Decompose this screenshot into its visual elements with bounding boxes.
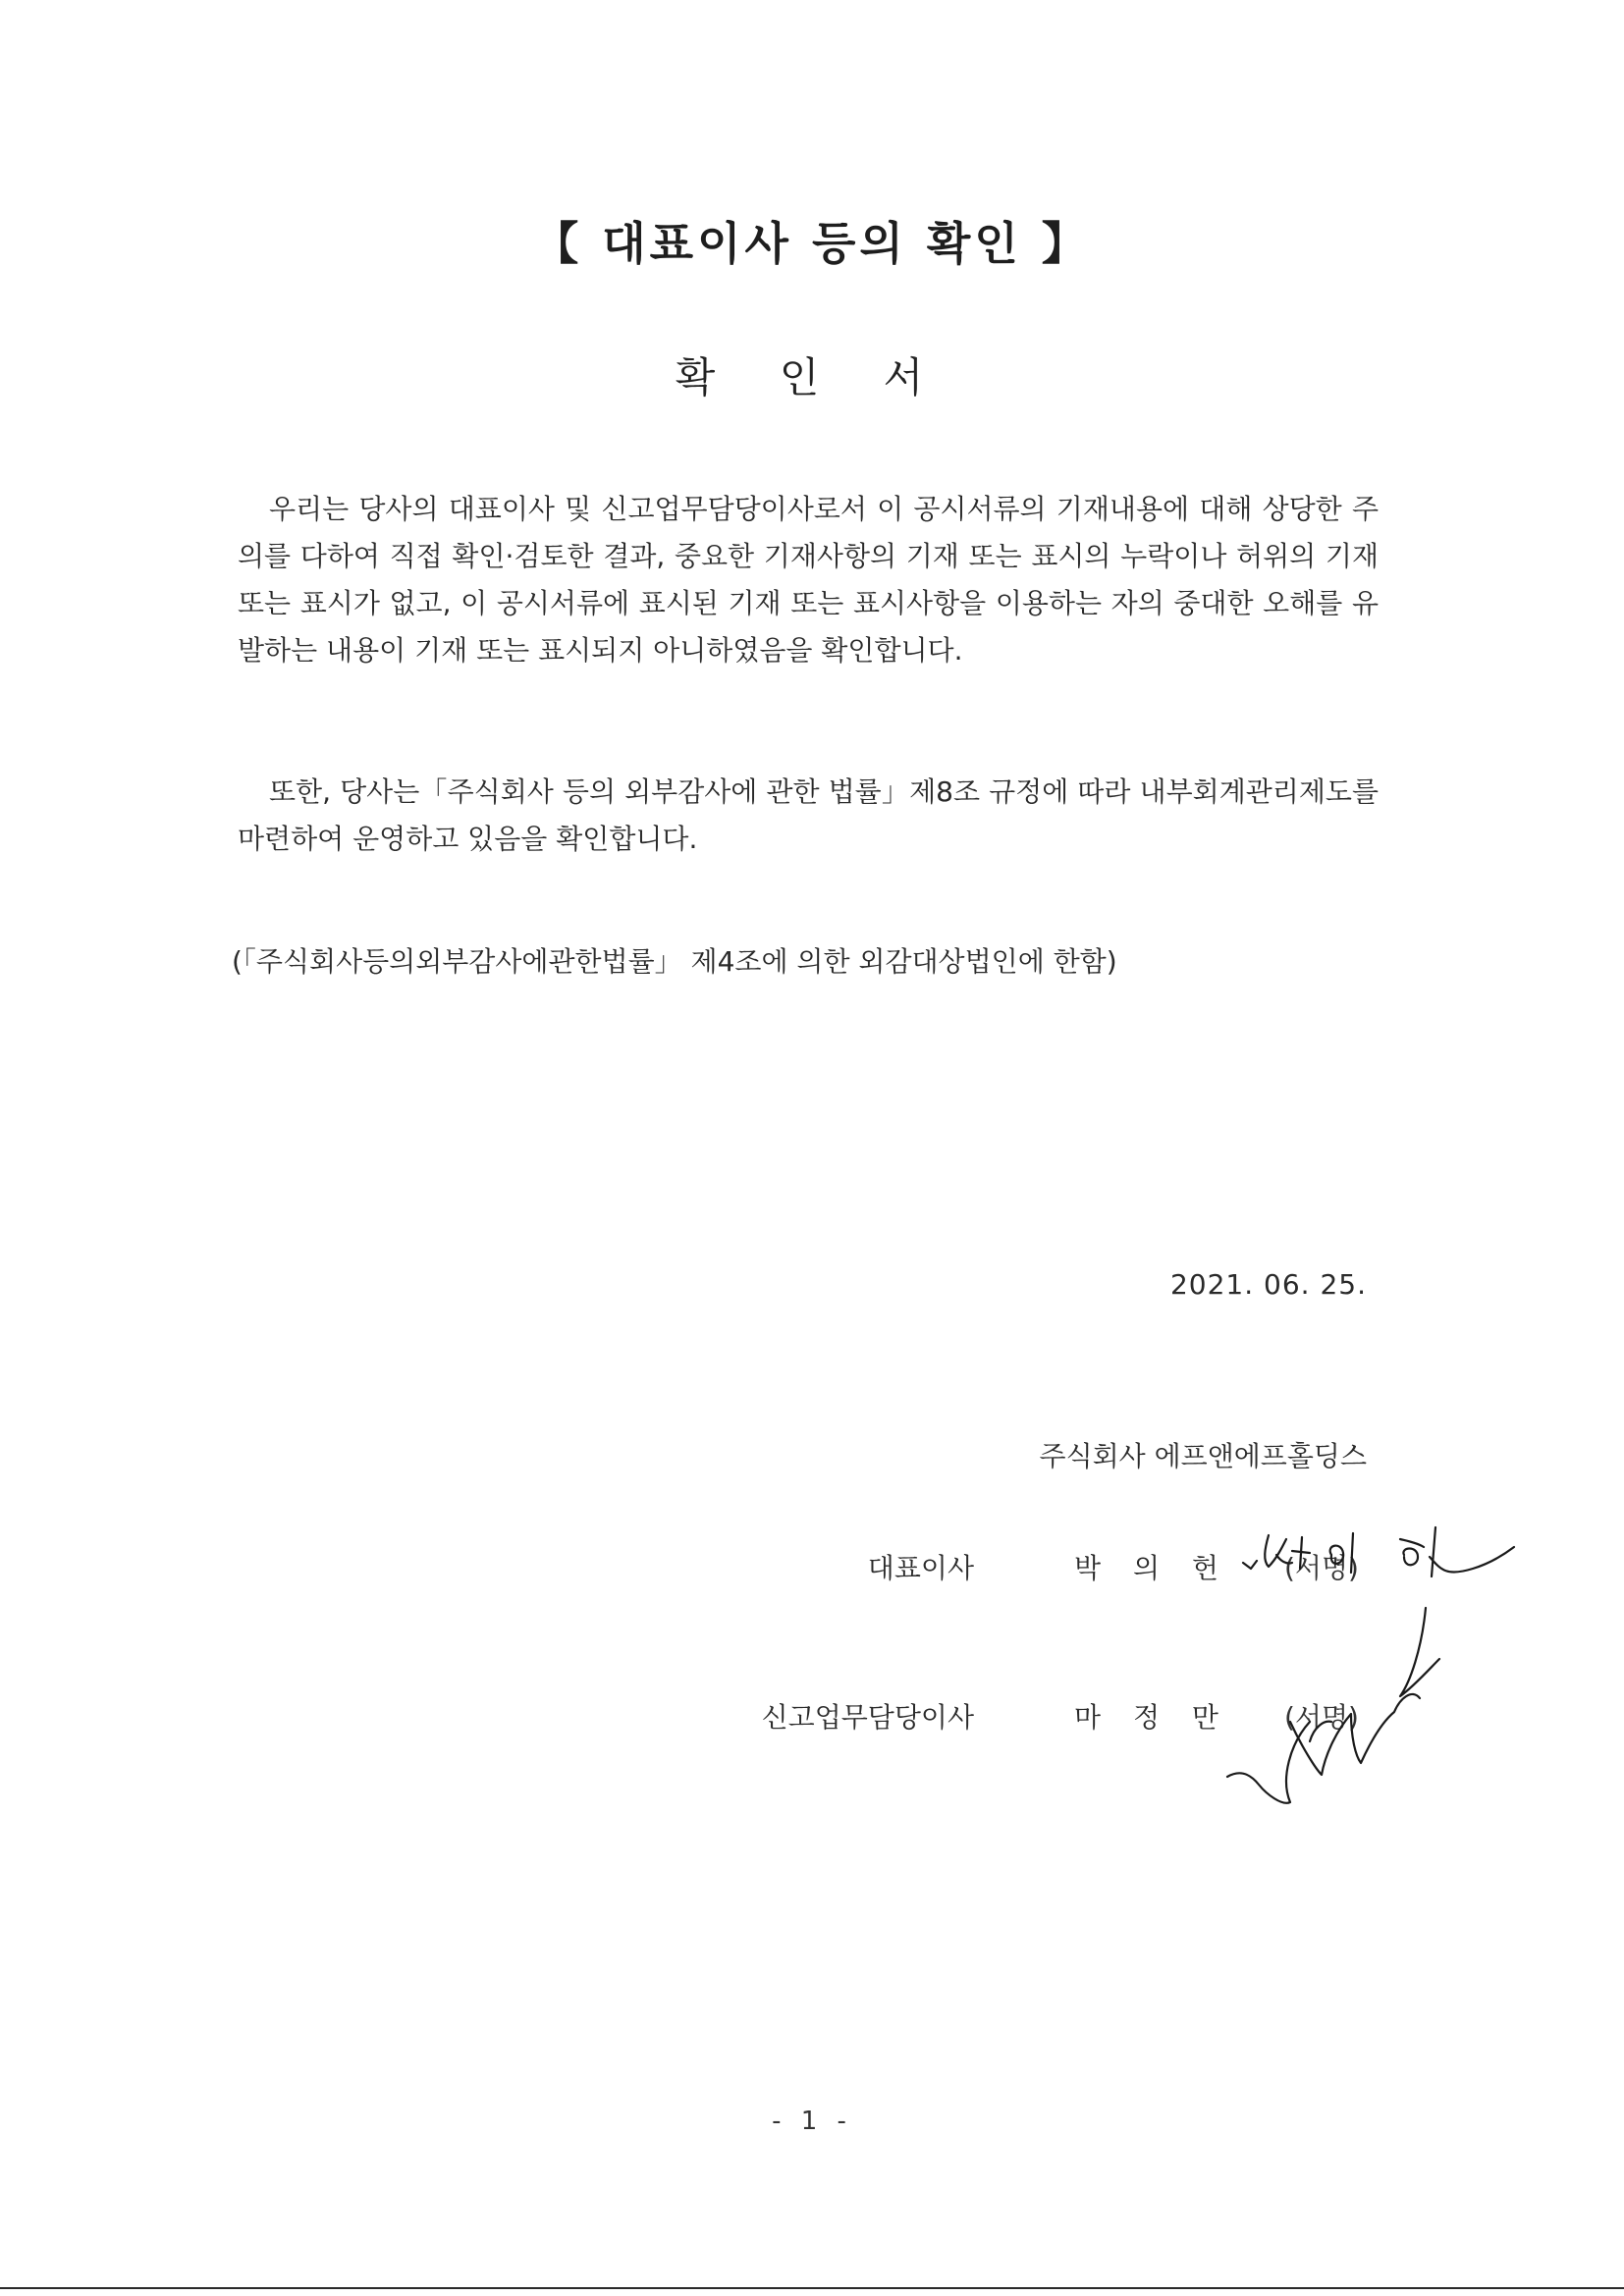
disclosure-officer-name: 마 정 만 bbox=[1074, 1701, 1230, 1734]
disclosure-officer-signature-mark: (서명) bbox=[1284, 1701, 1359, 1734]
main-title: 【 대표이사 등의 확인 】 bbox=[533, 217, 1091, 270]
disclosure-officer-role-label: 신고업무담당이사 bbox=[761, 1701, 974, 1734]
document-date: 2021. 06. 25. bbox=[1169, 1268, 1367, 1301]
signature-stroke bbox=[1400, 1527, 1514, 1576]
company-name: 주식회사 에프앤에프홀딩스 bbox=[1039, 1440, 1367, 1472]
signature-stroke bbox=[1330, 1533, 1353, 1573]
signature-stroke bbox=[1290, 1694, 1420, 1775]
applicability-note: (「주식회사등의외부감사에관한법률」 제4조에 의한 외감대상법인에 한함) bbox=[232, 945, 1117, 978]
handwritten-signatures bbox=[1208, 1512, 1542, 1836]
signature-stroke bbox=[1265, 1535, 1292, 1567]
signature-stroke bbox=[1243, 1561, 1257, 1569]
confirmation-paragraph: 우리는 당사의 대표이사 및 신고업무담당이사로서 이 공시서류의 기재내용에 대해 상당한 주의를 다하여 직접 확인·검토한 결과, 중요한 기재사항의 기재 또는 표시의 누락이나 허위의 기재 또는 표시가 없고, 이 공시서류에 표시된 기재 또는 표시사항을 이용하는 자의 중대한 오해를 유발하는 내용이 기재 또는 표시되지 아니하였음을 확인합니다. bbox=[238, 493, 1379, 667]
document-title: 확 인 서 bbox=[675, 353, 949, 401]
signature-stroke bbox=[1292, 1537, 1310, 1569]
page-number: - 1 - bbox=[772, 2107, 852, 2136]
ceo-name: 박 의 헌 bbox=[1074, 1552, 1230, 1584]
ceo-signature-mark: (서명) bbox=[1284, 1552, 1359, 1584]
signature-stroke bbox=[1227, 1722, 1310, 1803]
ceo-role-label: 대표이사 bbox=[867, 1552, 974, 1584]
footer-rule bbox=[0, 2287, 1624, 2289]
signature-stroke bbox=[1400, 1608, 1439, 1696]
internal-control-paragraph: 또한, 당사는「주식회사 등의 외부감사에 관한 법률」제8조 규정에 따라 내부회계관리제도를 마련하여 운영하고 있음을 확인합니다. bbox=[238, 775, 1379, 855]
signature-stroke bbox=[1310, 1722, 1331, 1741]
